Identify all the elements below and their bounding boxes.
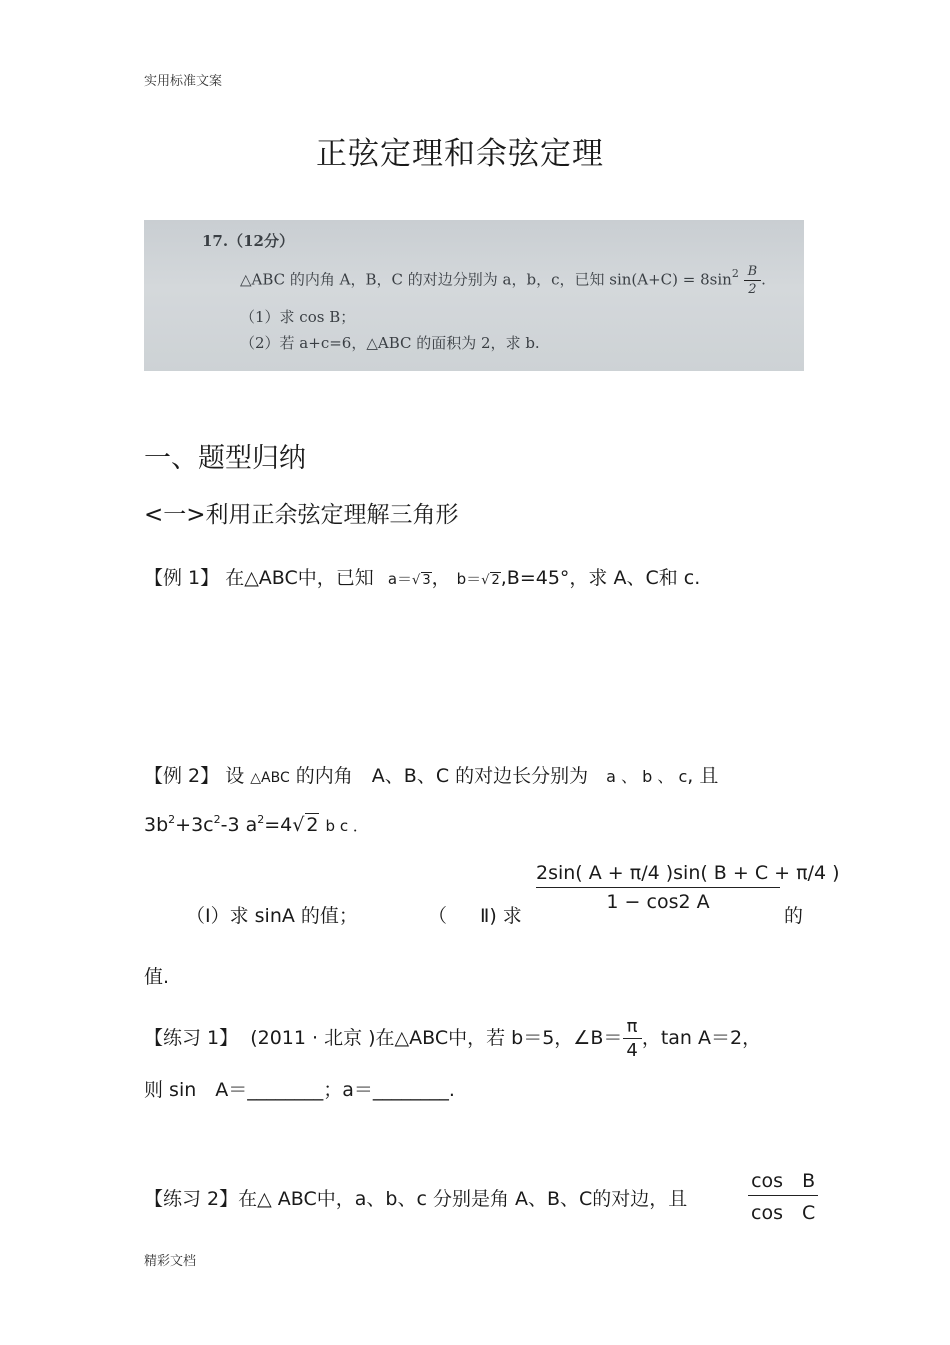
problem-fraction: $\frac{B}{2}$ <box>744 264 762 297</box>
fraction-numerator: cos B <box>748 1166 818 1196</box>
problem-part-2: （2）若 a+c=6，△ABC 的面积为 2，求 b. <box>240 334 540 352</box>
practice-2: 【练习 2】在△ ABC中，a、b、c 分别是角 A、B、C的对边，且 <box>144 1188 688 1210</box>
exam-problem-image <box>144 220 804 371</box>
page-title: 正弦定理和余弦定理 <box>316 136 604 172</box>
page-footer: 精彩文档 <box>144 1254 197 1269</box>
page-header: 实用标准文案 <box>144 74 223 89</box>
subsection-heading: <一>利用正余弦定理解三角形 <box>144 502 459 528</box>
problem-statement: △ABC 的内角 A，B，C 的对边分别为 a，b，c，已知 $\sin(A+C) = 8\sin^2$ $\frac{B}{2}$ . <box>240 264 766 297</box>
example-2: 【例 2】 设 △ABC 的内角 A、B、C 的对边长分别为 a 、 b 、 c, 且 <box>144 765 719 787</box>
fraction-numerator: 2sin( A + π/4 )sin( B + C + π/4 ) <box>536 862 780 888</box>
fraction-denominator: cos C <box>751 1202 816 1224</box>
example-2-fraction <box>536 862 840 913</box>
practice-2-label: 【练习 2】 <box>144 1188 239 1210</box>
problem-number: 17.（12分） <box>202 232 294 250</box>
example-1-label: 【例 1】 <box>144 567 220 589</box>
fraction-denominator: 1 − cos2 A <box>606 891 710 913</box>
practice-1-label: 【练习 1】 <box>144 1027 239 1049</box>
example-2-part-2-open: （ <box>428 905 448 927</box>
example-2-equation: $3b^2+3c^2-3$ $a^2=4√$ 2 b c ． <box>144 813 368 836</box>
practice-1-fraction: $\frac{\pi}{4}$ <box>622 1016 641 1061</box>
example-1: 【例 1】 在△ABC中，已知 a＝√ 3， b＝√ 2,B=45°，求 A、C和 c. <box>144 567 701 589</box>
example-2-label: 【例 2】 <box>144 765 220 787</box>
practice-2-fraction <box>748 1166 818 1225</box>
section-heading: 一、题型归纳 <box>144 443 306 474</box>
problem-part-1: （1）求 cos B； <box>240 308 356 326</box>
practice-1: 【练习 1】 (2011 · 北京 )在△ABC中，若 b＝5，∠B＝ $\frac{\pi}{4}$ ，tan A＝2， <box>144 1016 762 1061</box>
example-2-tail: 值. <box>144 966 170 988</box>
practice-1-answer-line: 则 sin A＝________；a＝________. <box>144 1079 455 1101</box>
example-2-part-1: （Ⅰ）求 sinA 的值； <box>186 905 358 927</box>
example-2-part-2-end: 的 <box>784 905 804 927</box>
example-2-part-2: Ⅱ) 求 <box>480 905 522 927</box>
